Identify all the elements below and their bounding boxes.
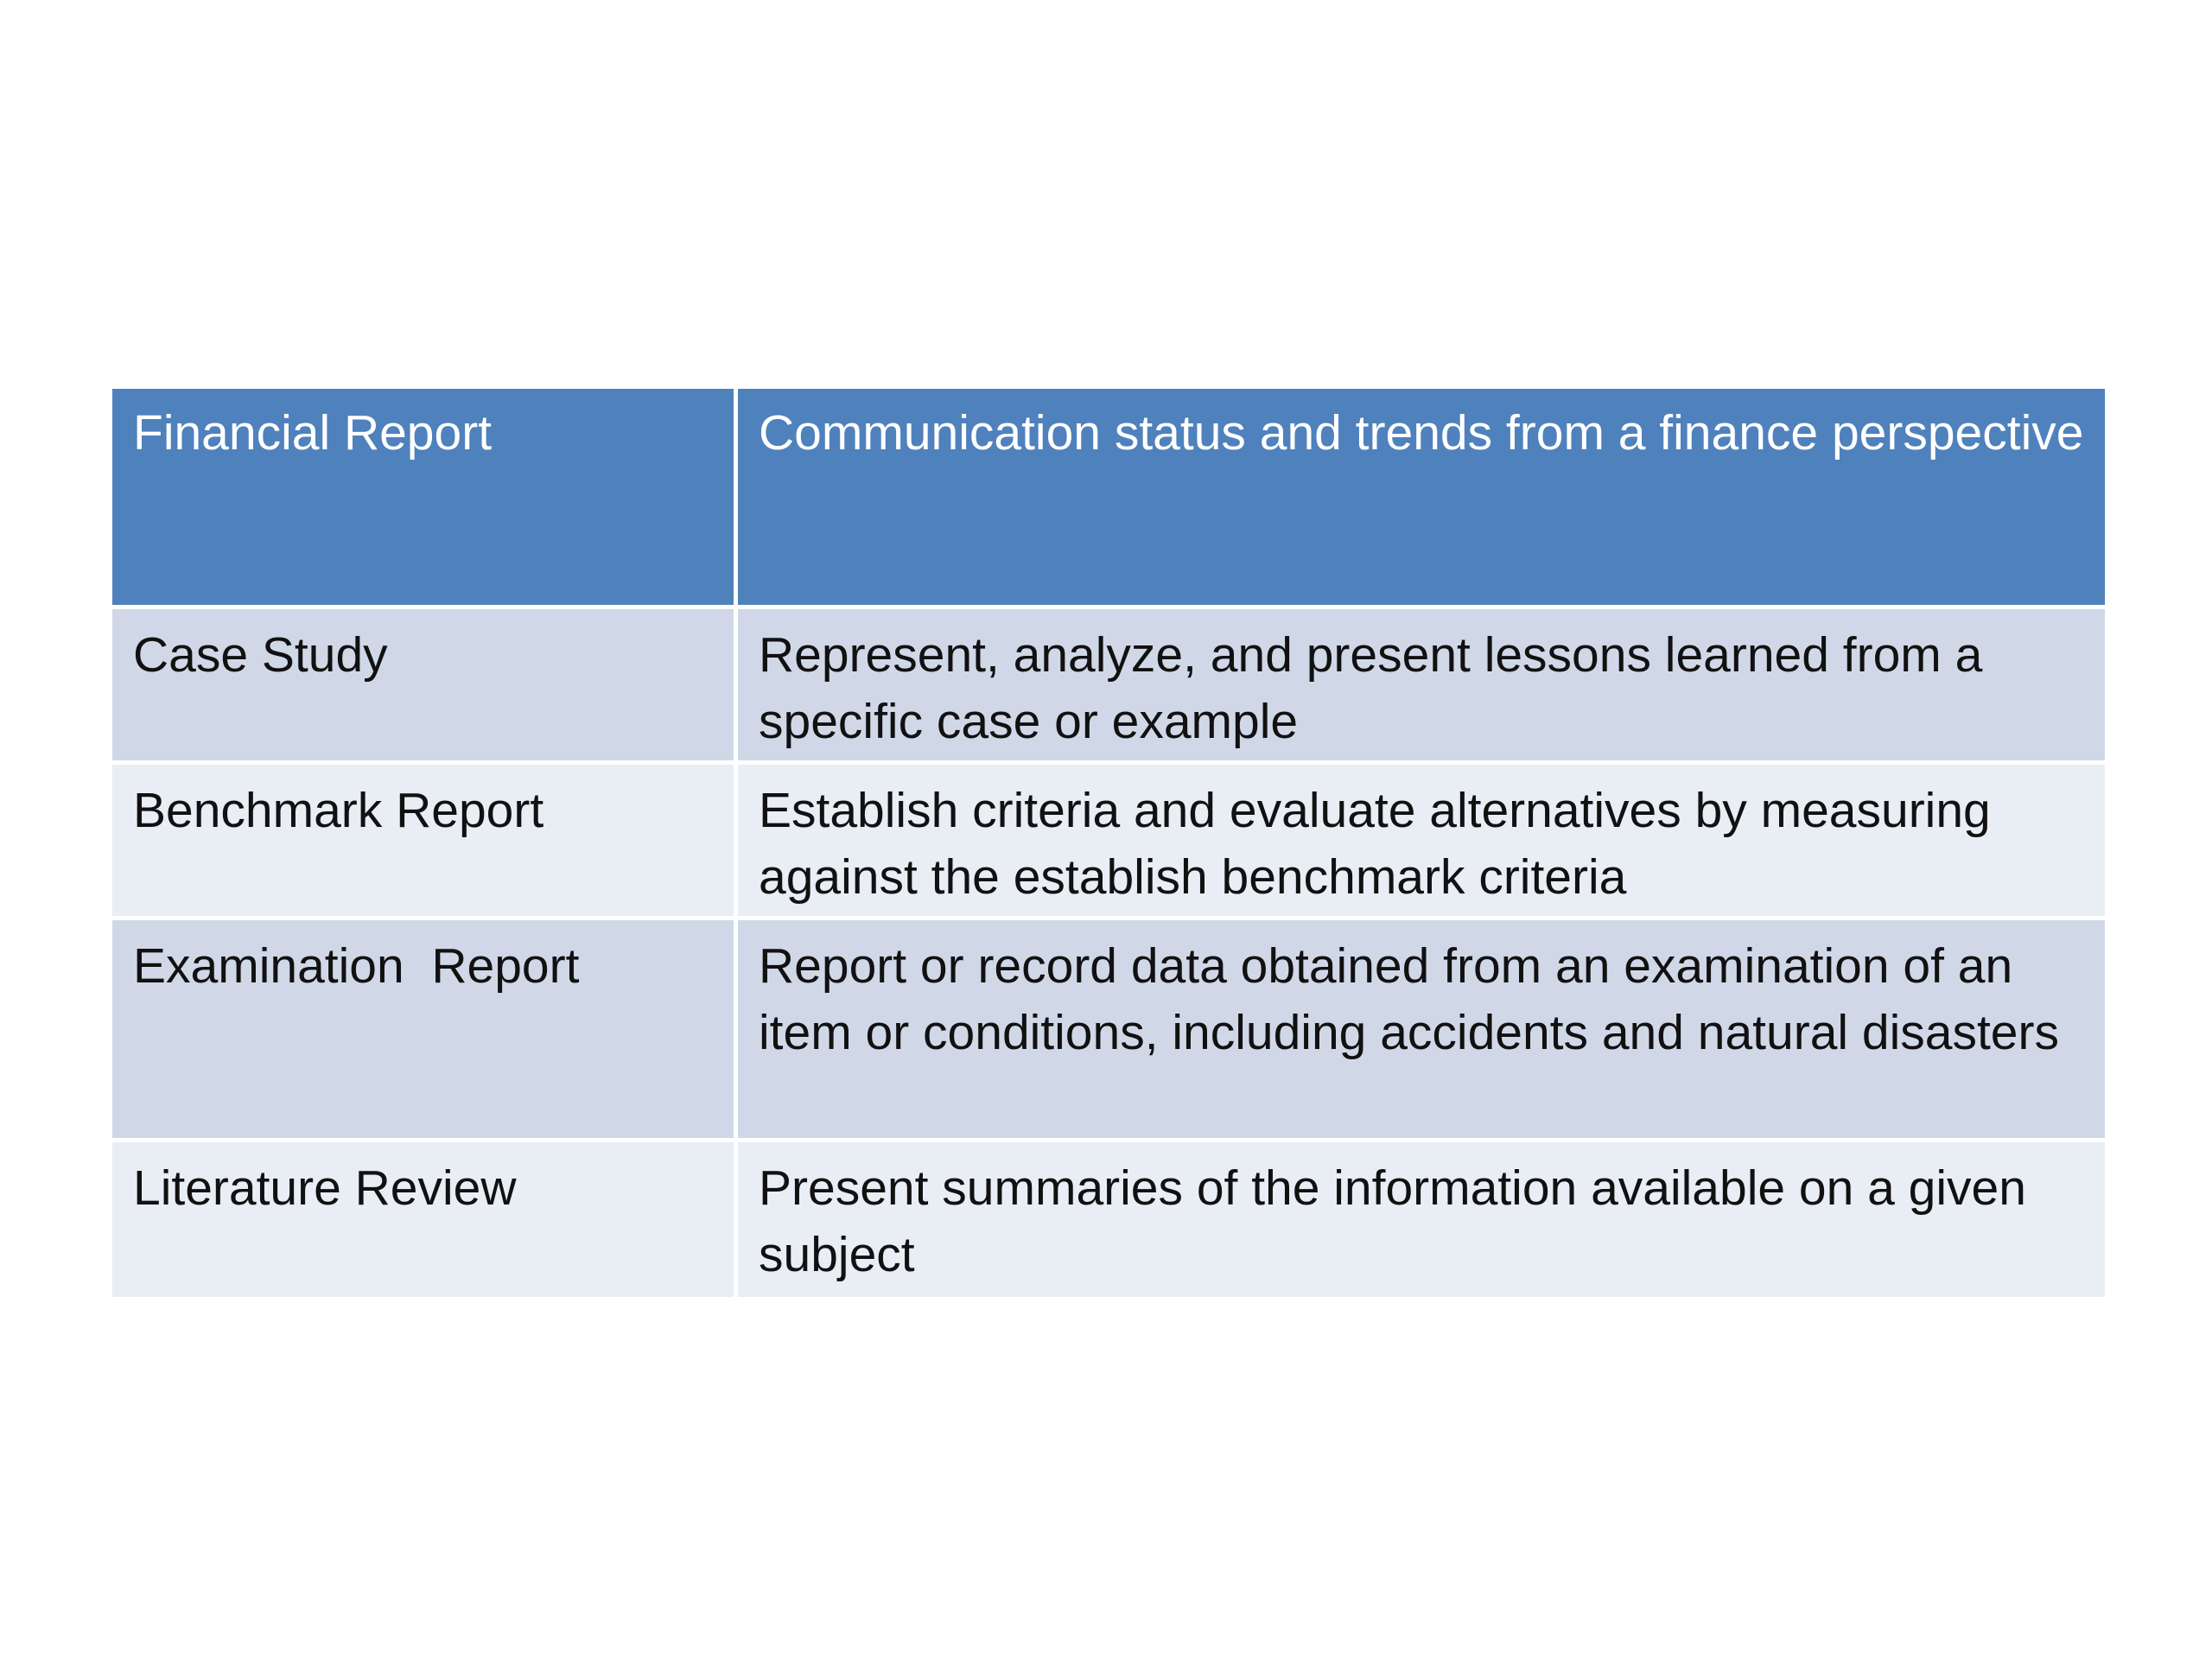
header-description-cell: Communication status and trends from a finance perspective xyxy=(759,405,2084,461)
table-row xyxy=(112,920,2105,1142)
table-row xyxy=(112,609,2105,765)
table-header-row xyxy=(112,389,2105,609)
description-cell: Present summaries of the information available on a given subject xyxy=(759,1160,2026,1282)
table-row xyxy=(112,765,2105,920)
description-cell: Establish criteria and evaluate alternatives by measuring against the establish benchmark criteria xyxy=(759,783,1991,905)
description-cell: Report or record data obtained from an examination of an item or conditions, including accidents and natural disasters xyxy=(759,938,2059,1060)
description-cell: Represent, analyze, and present lessons learned from a specific case or example xyxy=(759,627,1983,749)
report-types-table xyxy=(112,389,2105,1297)
term-cell: Literature Review xyxy=(112,1142,738,1297)
table-row xyxy=(112,1142,2105,1297)
header-term-cell: Financial Report xyxy=(112,389,738,605)
term-cell: Examination Report xyxy=(112,920,738,1138)
term-cell: Benchmark Report xyxy=(112,765,738,916)
term-cell: Case Study xyxy=(112,609,738,760)
